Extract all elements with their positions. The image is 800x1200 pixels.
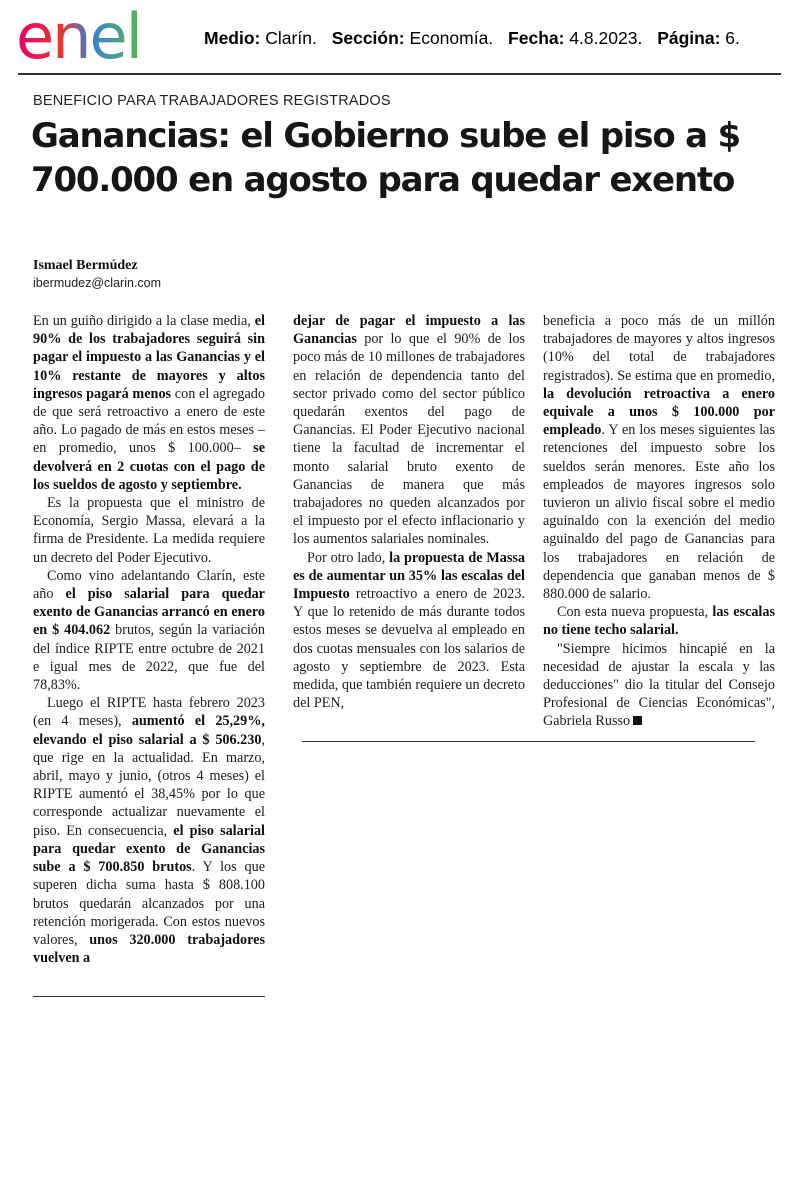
- paragraph: En un guiño dirigido a la clase media, el 90% de los trabajadores seguirá sin pagar el impuesto a las Ganancias y el 10% restante de mayores y altos ingresos pagará menos con el agregado de que será retroactivo a enero de este año. Lo pagado de más en estos meses –en promedio, unos $ 100.000– se devolverá en 2 cuotas con el pago de los sueldos de agosto y septiembre.: [33, 313, 265, 493]
- paragraph: Es la propuesta que el ministro de Economía, Sergio Massa, elevará a la firma de Presidente. La medida requiere un decreto del Poder Ejecutivo.: [33, 495, 265, 566]
- paragraph: Luego el RIPTE hasta febrero 2023 (en 4 meses), aumentó el 25,29%, elevando el piso salarial a $ 506.230, que rige en la actualidad. En marzo, abril, mayo y junio, (otros 4 meses) el RIPTE aumentó el 38,45% por lo que corresponde actualizar nuevamente el piso. En consecuencia, el piso salarial para quedar exento de Ganancias sube a $ 700.850 brutos. Y los que superen dicha suma hasta $ 808.100 brutos quedarán alcanzados por una retención morigerada. Con estos nuevos valores, unos 320.000 trabajadores vuelven a: [33, 695, 265, 967]
- pagina-label: Página:: [657, 28, 721, 48]
- paragraph: dejar de pagar el impuesto a las Ganancias por lo que el 90% de los poco más de 10 millones de trabajadores en relación de dependencia tanto del sector privado como del sector público quedarán exentos del pago de Ganancias. El Poder Ejecutivo nacional tiene la facultad de incrementar el monto salarial bruto exento de Ganancias de manera que más trabajadores no queden alcanzados por el impuesto por el efecto inflacionario y los aumentos salariales nominales.: [293, 313, 525, 548]
- pagina-value: 6.: [725, 28, 740, 48]
- paragraph: Con esta nueva propuesta, las escalas no tiene techo salarial.: [543, 604, 775, 639]
- seccion-value: Economía.: [409, 28, 494, 48]
- article-column-2: [293, 312, 525, 712]
- paragraph: beneficia a poco más de un millón trabajadores de mayores y altos ingresos (10% del total de trabajadores registrados). Se estima que en promedio, la devolución retroactiva a enero equivale a unos $ 100.000 por empleado. Y en los meses siguientes las retenciones del impuesto sobre los sueldos serán menores. Este año los empleados de mayores ingresos solo tuvieron un alivio fiscal sobre el medio aguinaldo con la exención del medio aguinaldo del pago de Ganancias para los trabajadores en relación de dependencia que ganaban menos de $ 880.000 de salario.: [543, 313, 775, 603]
- article-end-rule: [302, 741, 755, 742]
- medio-value: Clarín.: [265, 28, 317, 48]
- svg-text:enel: enel: [16, 4, 141, 68]
- medio-label: Medio:: [204, 28, 261, 48]
- header-divider: [18, 73, 781, 75]
- author-email: ibermudez@clarin.com: [33, 276, 162, 290]
- article-headline: Ganancias: el Gobierno sube el piso a $ 700.000 en agosto para quedar exento: [31, 116, 740, 200]
- seccion-label: Sección:: [331, 28, 405, 48]
- article-column-3: [543, 312, 775, 731]
- clipping-metadata: [204, 28, 740, 49]
- clipping-header: [0, 0, 800, 76]
- paragraph: Como vino adelantando Clarín, este año el piso salarial para quedar exento de Ganancias arrancó en enero en $ 404.062 brutos, según la variación del índice RIPTE entre octubre de 2021 e igual mes de 2022, que fue del 78,83%.: [33, 567, 265, 694]
- paragraph: Por otro lado, la propuesta de Massa es de aumentar un 35% las escalas del Impuesto retroactivo a enero de 2023. Y que lo retenido de más durante todos estos meses se devuelva al empleado en dos cuotas mensuales con los salarios de agosto y septiembre de 2023. Esta medida, que también requiere un decreto del PEN,: [293, 549, 525, 712]
- byline: [33, 258, 161, 290]
- enel-logo: [16, 4, 181, 68]
- end-of-article-mark: [633, 716, 642, 725]
- article-column-1: [33, 312, 265, 967]
- paragraph: "Siempre hicimos hincapié en la necesidad de ajustar la escala y las deducciones" dio la titular del Consejo Profesional de Ciencias Económicas", Gabriela Russo: [543, 640, 775, 730]
- column-end-rule: [33, 996, 265, 997]
- article-kicker: BENEFICIO PARA TRABAJADORES REGISTRADOS: [33, 93, 391, 109]
- fecha-label: Fecha:: [508, 28, 565, 48]
- author-name: Ismael Bermúdez: [33, 258, 138, 273]
- fecha-value: 4.8.2023.: [569, 28, 643, 48]
